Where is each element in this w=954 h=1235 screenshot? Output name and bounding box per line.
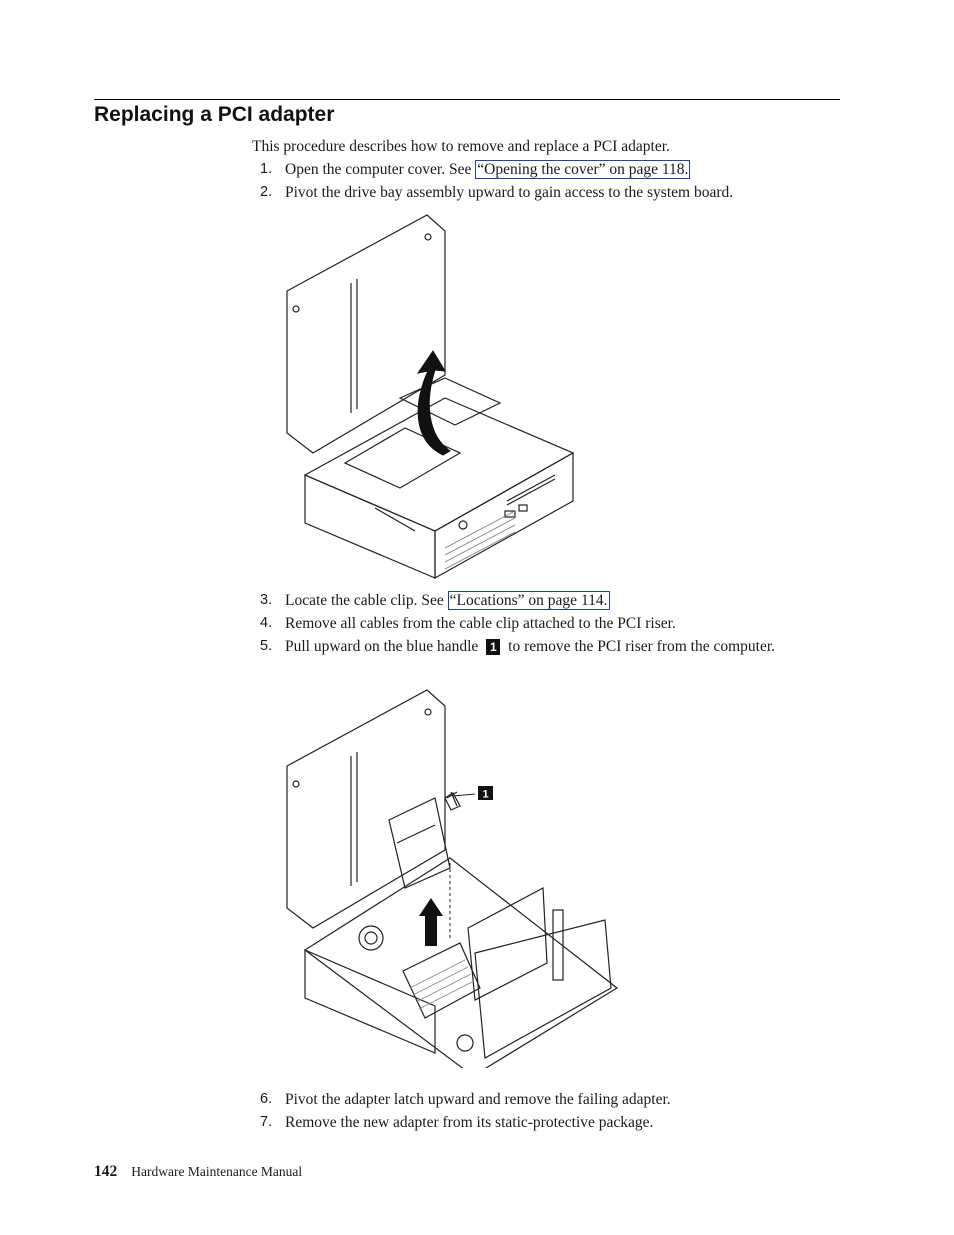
step-text: Remove the new adapter from its static-protective package. xyxy=(285,1114,654,1131)
step-text-continued: to remove the PCI riser from the computer. xyxy=(504,638,776,655)
page-number: 142 xyxy=(94,1163,118,1180)
step-number: 2. xyxy=(260,184,273,200)
step-number: 5. xyxy=(260,638,273,654)
step-text: Open the computer cover. See xyxy=(285,161,476,178)
step-number: 4. xyxy=(260,615,273,631)
step-number: 6. xyxy=(260,1091,273,1107)
step-text: Pivot the adapter latch upward and remove the failing adapter. xyxy=(285,1091,671,1108)
step-number: 7. xyxy=(260,1114,273,1130)
step-number: 1. xyxy=(260,161,273,177)
computer-illustration xyxy=(285,213,585,583)
intro-text: This procedure describes how to remove and replace a PCI adapter. xyxy=(252,138,670,155)
cross-reference-link[interactable]: “Locations” on page 114. xyxy=(449,592,608,609)
callout-badge: 1 xyxy=(486,639,500,655)
step-text: Pivot the drive bay assembly upward to gain access to the system board. xyxy=(285,184,734,201)
step-text: Pull upward on the blue handle xyxy=(285,638,479,655)
step-number: 3. xyxy=(260,592,273,608)
step-text: Locate the cable clip. See xyxy=(285,592,448,609)
step-text: Remove all cables from the cable clip attached to the PCI riser. xyxy=(285,615,676,632)
cross-reference-link[interactable]: “Opening the cover” on page 118. xyxy=(477,161,689,178)
header-rule xyxy=(94,99,840,100)
figure-drive-bay-pivot xyxy=(285,213,585,583)
computer-illustration xyxy=(285,688,625,1068)
section-title: Replacing a PCI adapter xyxy=(94,103,335,126)
callout-number: 1 xyxy=(482,788,489,801)
figure-pci-riser-removal xyxy=(285,688,625,1068)
page-footer xyxy=(94,1162,302,1182)
manual-title: Hardware Maintenance Manual xyxy=(131,1164,303,1179)
